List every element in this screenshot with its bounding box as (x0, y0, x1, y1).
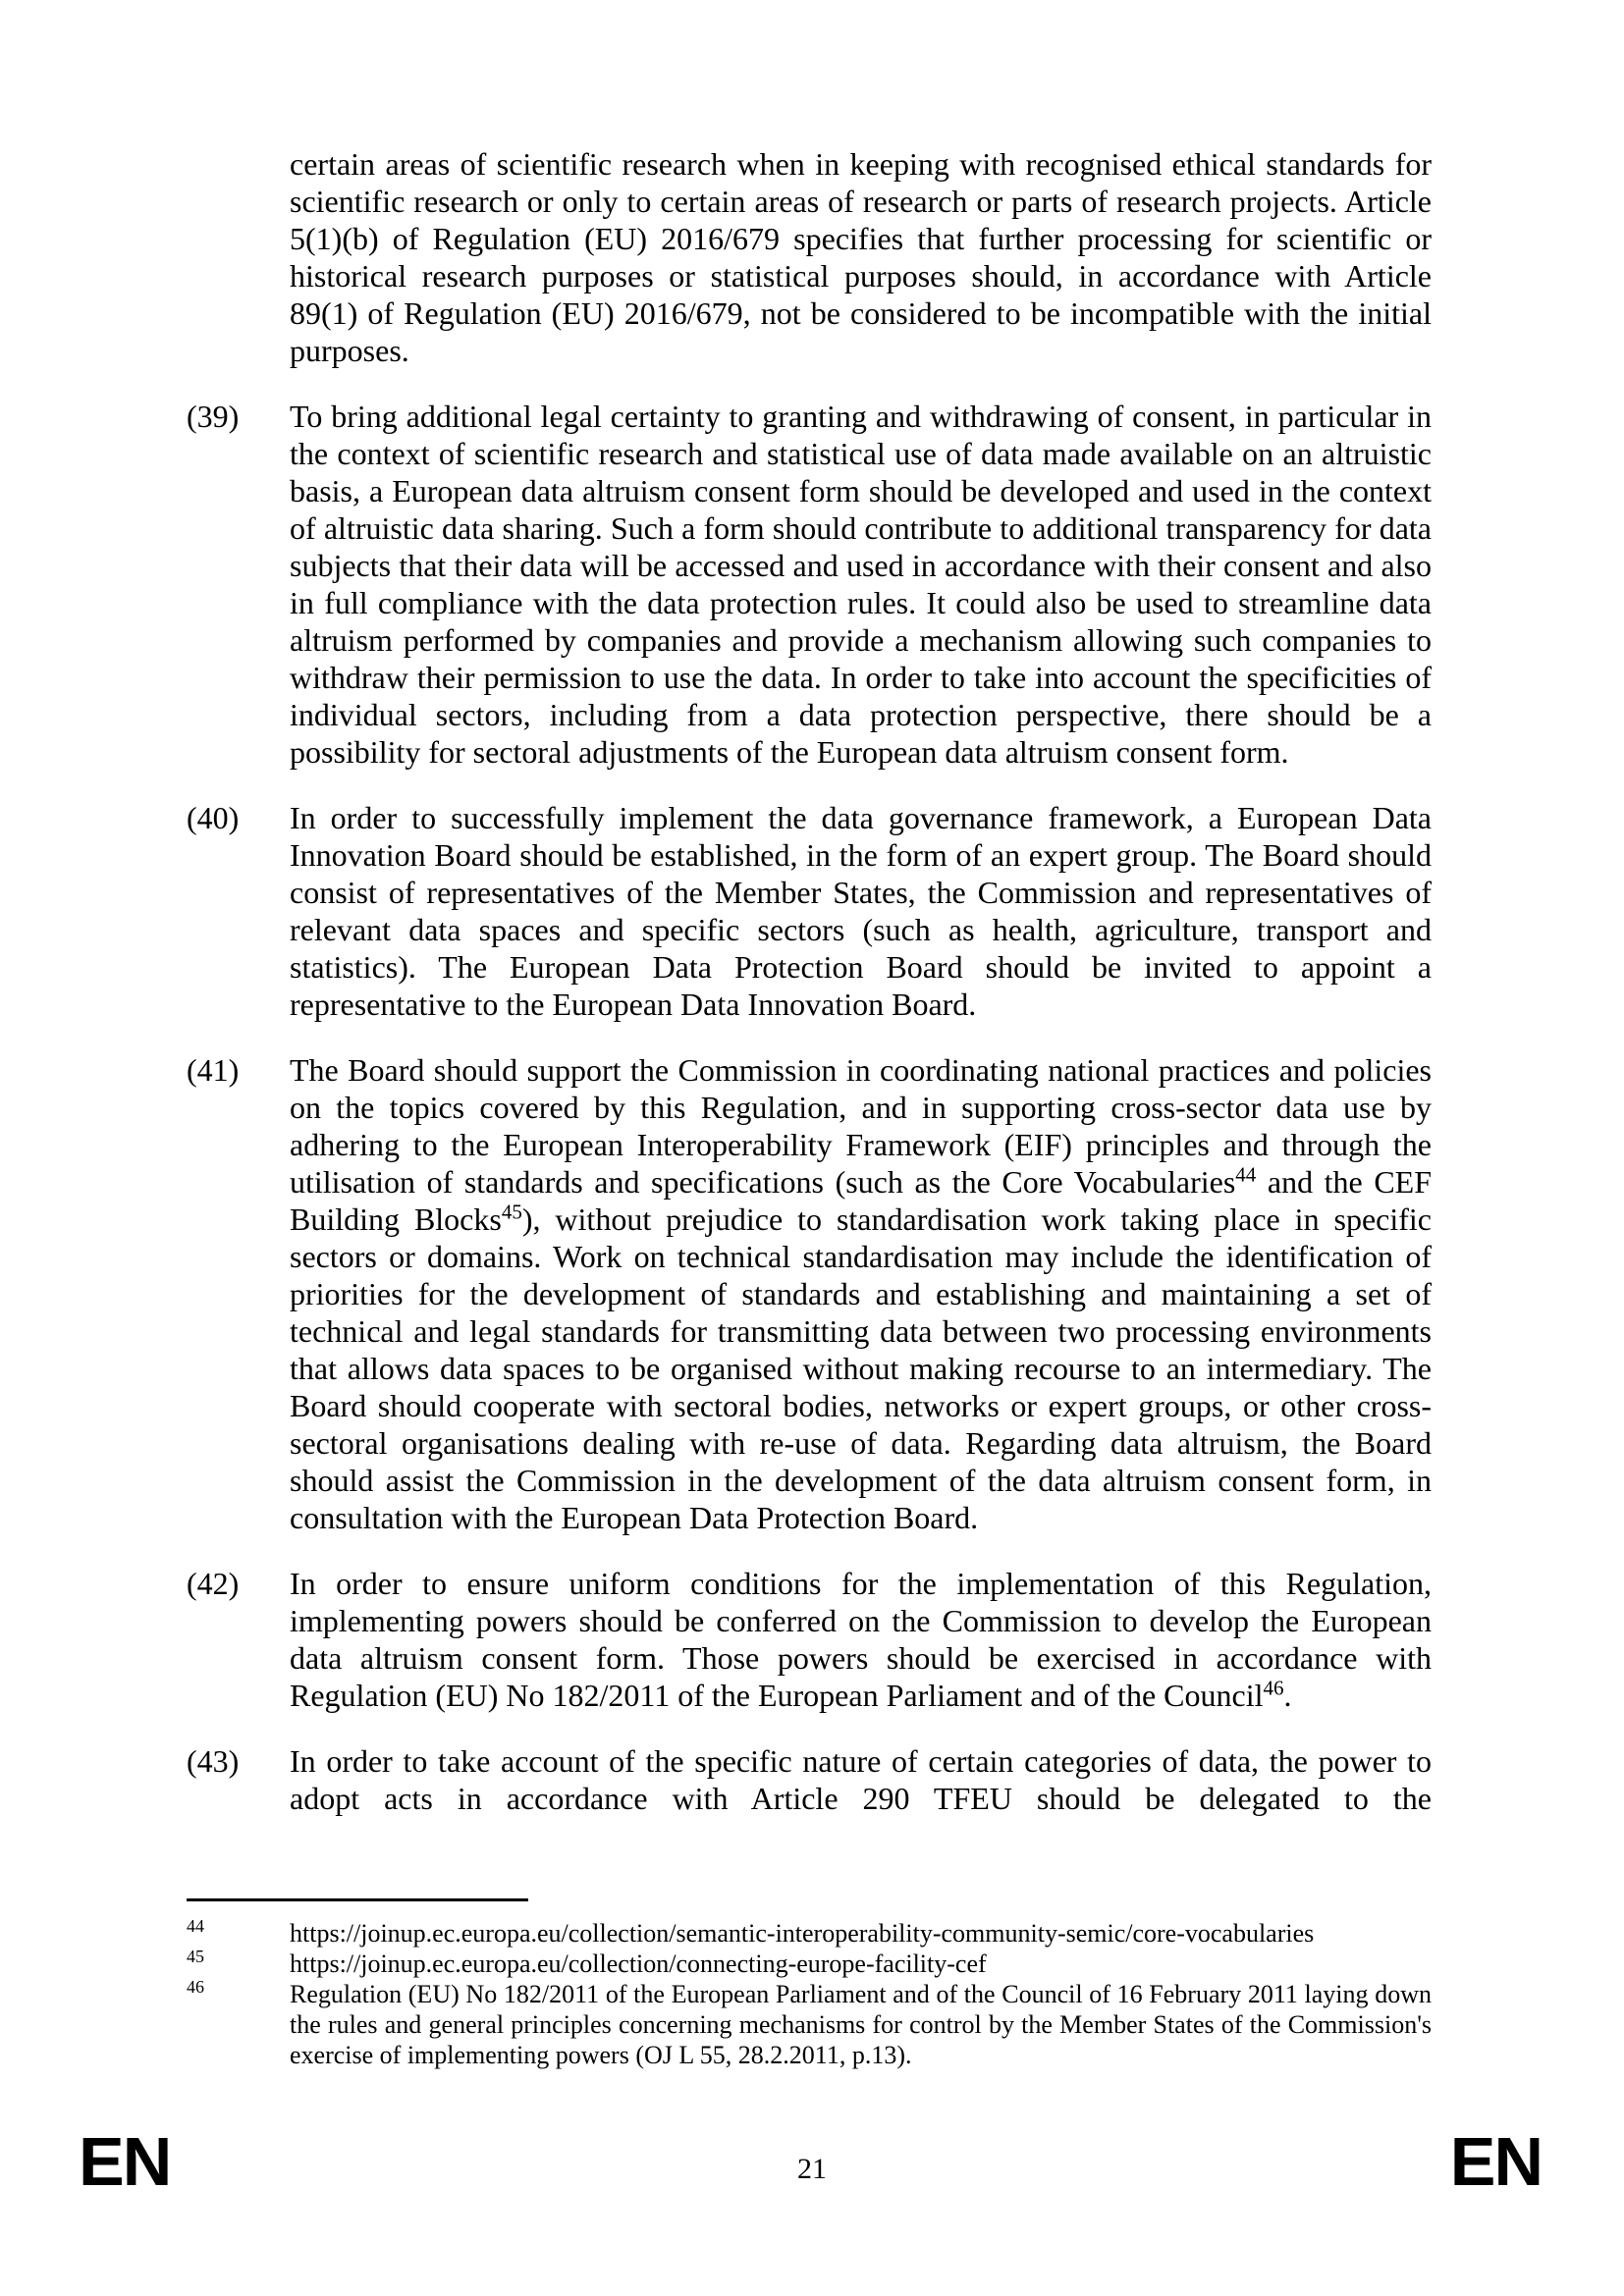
recital-text: certain areas of scientific research when in keeping with recognised ethical standards for scientific research or only to certain areas of research or parts of research projects. Article 5(1)(b) of Regulation (EU) 2016/679 specifies that further processing for scientific or historical research purposes or statistical purposes should, in accordance with Article 89(1) of Regulation (EU) 2016/679, not be considered to be incompatible with the initial purposes. (290, 146, 1432, 368)
page-number: 21 (797, 2153, 827, 2185)
recital-number: (39) (187, 399, 240, 434)
footnote-reference-44: 44 (1235, 1162, 1257, 1187)
recital-number: (40) (187, 800, 240, 835)
recital-paragraph-41 (187, 1051, 1432, 1536)
footnote-number: 45 (187, 1947, 204, 1966)
footnote-46 (187, 1979, 1432, 2070)
footnote-reference-45: 45 (501, 1200, 522, 1224)
footnote-number: 44 (187, 1916, 204, 1936)
recital-number: (42) (187, 1566, 240, 1601)
footnote-44 (187, 1918, 1432, 1949)
recital-paragraph-continuation (187, 145, 1432, 369)
recital-number (187, 145, 290, 369)
footnote-45 (187, 1949, 1432, 1979)
footnote-text: https://joinup.ec.europa.eu/collection/semantic-interoperability-community-semic/core-vocabularies (290, 1919, 1315, 1948)
recital-paragraph-40 (187, 799, 1432, 1023)
recital-number: (41) (187, 1052, 240, 1088)
footnote-number: 46 (187, 1977, 204, 1997)
language-marker-right: EN (1449, 2123, 1542, 2200)
footnote-separator (187, 1898, 528, 1901)
language-marker-left: EN (79, 2123, 171, 2200)
recital-text: In order to ensure uniform conditions for the implementation of this Regulation, implementing powers should be conferred on the Commission to develop the European data altruism consent form. Those powers should be exercised in accordance with Regulation (EU) No 182/2011 of the European Parliament and of the Council$^{46}$. (290, 1566, 1432, 1713)
recital-text: The Board should support the Commission in coordinating national practices and policies on the topics covered by this Regulation, and in supporting cross-sector data use by adhering to the European Interoperability Framework (EIF) principles and through the utilisation of standards and specifications (such as the Core Vocabularies$^{44}$ and the CEF Building Blocks$^{45}$), without prejudice to standardisation work taking place in specific sectors or domains. Work on technical standardisation may include the identification of priorities for the development of standards and establishing and maintaining a set of technical and legal standards for transmitting data between two processing environments that allows data spaces to be organised without making recourse to an intermediary. The Board should cooperate with sectoral bodies, networks or expert groups, or other cross-sectoral organisations dealing with re-use of data. Regarding data altruism, the Board should assist the Commission in the development of the data altruism consent form, in consultation with the European Data Protection Board. (290, 1052, 1433, 1535)
footnote-area (187, 1898, 1432, 2070)
recital-text: To bring additional legal certainty to granting and withdrawing of consent, in particular in the context of scientific research and statistical use of data made available on an altruistic basis, a European data altruism consent form should be developed and used in the context of altruistic data sharing. Such a form should contribute to additional transparency for data subjects that their data will be accessed and used in accordance with their consent and also in full compliance with the data protection rules. It could also be used to streamline data altruism performed by companies and provide a mechanism allowing such companies to withdraw their permission to use the data. In order to take into account the specificities of individual sectors, including from a data protection perspective, there should be a possibility for sectoral adjustments of the European data altruism consent form. (290, 399, 1432, 770)
footnote-reference-46: 46 (1263, 1676, 1284, 1700)
recital-paragraph-39 (187, 398, 1432, 771)
recital-paragraph-42 (187, 1565, 1432, 1714)
recital-number: (43) (187, 1743, 240, 1779)
recital-list (187, 145, 1432, 1845)
footnote-text: Regulation (EU) No 182/2011 of the European Parliament and of the Council of 16 February 2011 laying down the rules and general principles concerning mechanisms for control by the Member States of the Commission's exercise of implementing powers (OJ L 55, 28.2.2011, p.13). (290, 1980, 1432, 2069)
recital-text: In order to successfully implement the data governance framework, a European Data Innovation Board should be established, in the form of an expert group. The Board should consist of representatives of the Member States, the Commission and representatives of relevant data spaces and specific sectors (such as health, agriculture, transport and statistics). The European Data Protection Board should be invited to appoint a representative to the European Data Innovation Board. (290, 800, 1432, 1022)
recital-text: In order to take account of the specific nature of certain categories of data, the power to adopt acts in accordance with Article 290 TFEU should be delegated to the (290, 1743, 1432, 1816)
footnote-list (187, 1918, 1432, 2070)
footnote-text: https://joinup.ec.europa.eu/collection/connecting-europe-facility-cef (290, 1949, 987, 1978)
recital-paragraph-43 (187, 1742, 1432, 1817)
